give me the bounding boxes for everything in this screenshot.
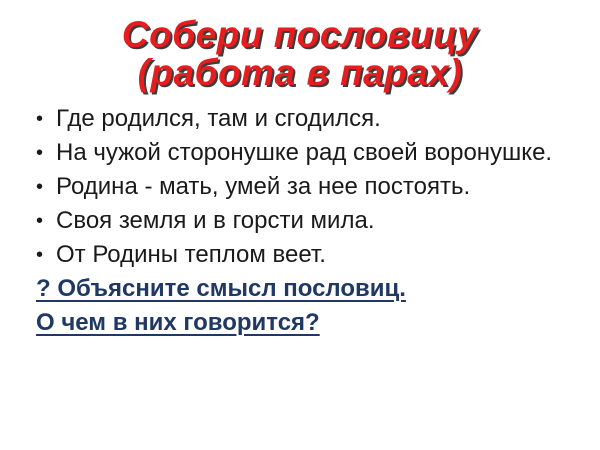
proverb-text: Родина - мать, умей за нее постоять. <box>56 173 471 200</box>
list-item <box>36 204 600 238</box>
bullet-icon: • <box>36 176 44 198</box>
question-line-2: О чем в них говорится? <box>36 309 320 336</box>
slide-title-line-2: (работа в парах) <box>137 52 463 93</box>
list-item <box>36 170 600 204</box>
list-item <box>36 136 600 170</box>
proverb-text: От Родины теплом веет. <box>56 241 326 268</box>
list-item <box>36 238 600 272</box>
proverb-text: Где родился, там и сгодился. <box>56 105 381 132</box>
list-item <box>36 102 600 136</box>
slide-title-line-1: Собери пословицу <box>121 14 479 55</box>
bullet-icon: • <box>36 142 44 164</box>
proverb-text: На чужой сторонушке рад своей воронушке. <box>56 139 553 166</box>
bullet-icon: • <box>36 244 44 266</box>
proverb-list <box>0 102 600 272</box>
questions-block <box>36 272 600 340</box>
bullet-icon: • <box>36 108 44 130</box>
proverb-text: Своя земля и в горсти мила. <box>56 207 375 234</box>
bullet-icon: • <box>36 210 44 232</box>
slide-title <box>10 16 590 92</box>
question-line-1: ? Объясните смысл пословиц. <box>36 275 406 302</box>
